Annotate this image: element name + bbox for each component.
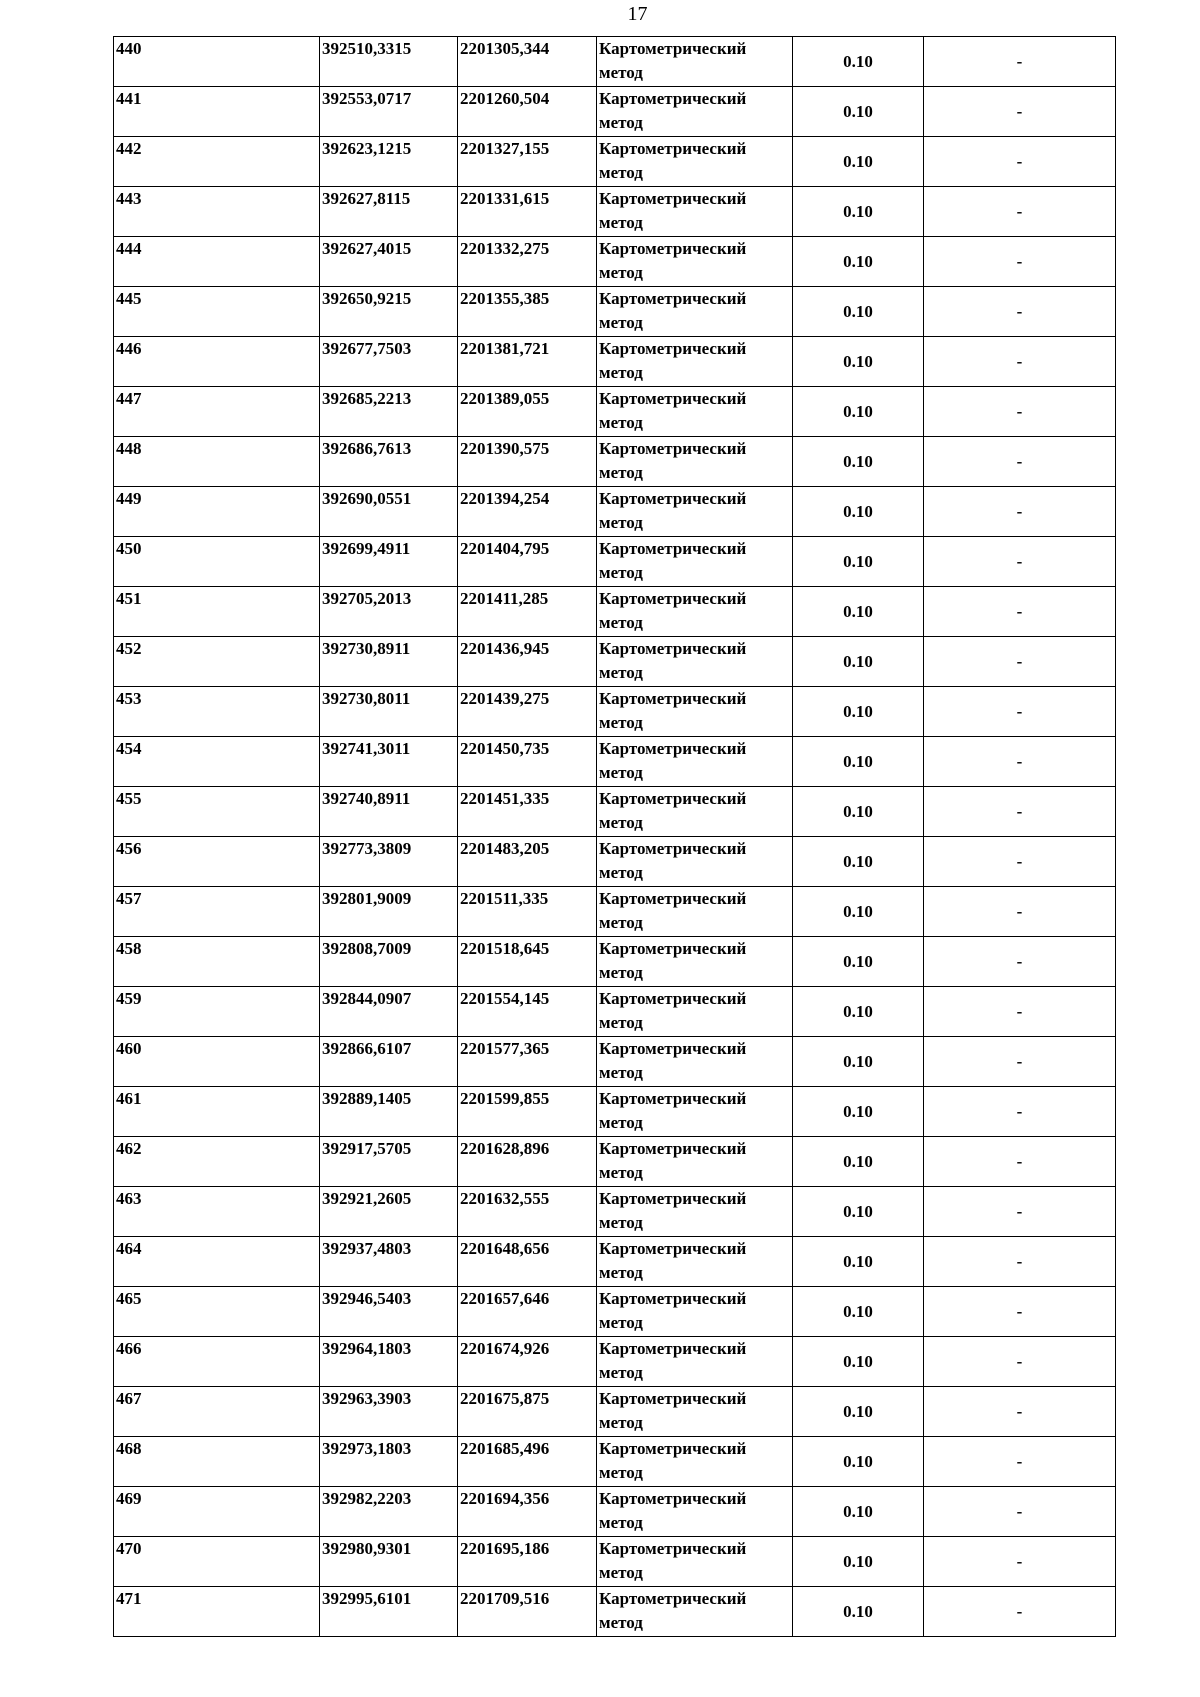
table-row xyxy=(114,687,1116,737)
point-number-cell: 441 xyxy=(114,87,320,137)
point-number-cell: 467 xyxy=(114,1387,320,1437)
page-number: 17 xyxy=(627,3,648,25)
method-line-1: Картометрический xyxy=(599,339,747,358)
method-line-2: метод xyxy=(599,363,643,382)
method-line-2: метод xyxy=(599,63,643,82)
method-line-2: метод xyxy=(599,163,643,182)
method-cell xyxy=(597,1487,793,1537)
accuracy-cell: 0.10 xyxy=(793,1387,924,1437)
description-cell: - xyxy=(924,1137,1116,1187)
method-line-1: Картометрический xyxy=(599,1389,747,1408)
method-cell xyxy=(597,687,793,737)
table-row xyxy=(114,587,1116,637)
method-cell xyxy=(597,1537,793,1587)
accuracy-cell: 0.10 xyxy=(793,1137,924,1187)
point-number-cell: 455 xyxy=(114,787,320,837)
description-cell: - xyxy=(924,387,1116,437)
method-line-1: Картометрический xyxy=(599,89,747,108)
x-coordinate-cell: 392801,9009 xyxy=(320,887,458,937)
table-row xyxy=(114,387,1116,437)
description-cell: - xyxy=(924,937,1116,987)
description-cell: - xyxy=(924,1287,1116,1337)
accuracy-cell: 0.10 xyxy=(793,637,924,687)
accuracy-cell: 0.10 xyxy=(793,1087,924,1137)
method-line-2: метод xyxy=(599,963,643,982)
table-row xyxy=(114,1187,1116,1237)
y-coordinate-cell: 2201381,721 xyxy=(458,337,597,387)
description-cell: - xyxy=(924,287,1116,337)
x-coordinate-cell: 392963,3903 xyxy=(320,1387,458,1437)
table-row xyxy=(114,1087,1116,1137)
method-line-2: метод xyxy=(599,1063,643,1082)
method-line-1: Картометрический xyxy=(599,1139,747,1158)
x-coordinate-cell: 392946,5403 xyxy=(320,1287,458,1337)
point-number-cell: 450 xyxy=(114,537,320,587)
method-line-1: Картометрический xyxy=(599,689,747,708)
accuracy-cell: 0.10 xyxy=(793,537,924,587)
description-cell: - xyxy=(924,587,1116,637)
description-cell: - xyxy=(924,1187,1116,1237)
point-number-cell: 457 xyxy=(114,887,320,937)
point-number-cell: 463 xyxy=(114,1187,320,1237)
method-line-1: Картометрический xyxy=(599,839,747,858)
method-line-1: Картометрический xyxy=(599,589,747,608)
method-line-2: метод xyxy=(599,863,643,882)
accuracy-cell: 0.10 xyxy=(793,837,924,887)
method-line-1: Картометрический xyxy=(599,1189,747,1208)
x-coordinate-cell: 392623,1215 xyxy=(320,137,458,187)
accuracy-cell: 0.10 xyxy=(793,1287,924,1337)
method-line-1: Картометрический xyxy=(599,1039,747,1058)
method-line-1: Картометрический xyxy=(599,1539,747,1558)
x-coordinate-cell: 392730,8911 xyxy=(320,637,458,687)
description-cell: - xyxy=(924,237,1116,287)
accuracy-cell: 0.10 xyxy=(793,1487,924,1537)
method-line-2: метод xyxy=(599,1363,643,1382)
point-number-cell: 449 xyxy=(114,487,320,537)
method-line-1: Картометрический xyxy=(599,1289,747,1308)
table-row xyxy=(114,1437,1116,1487)
table-row xyxy=(114,87,1116,137)
description-cell: - xyxy=(924,487,1116,537)
description-cell: - xyxy=(924,887,1116,937)
method-cell xyxy=(597,1187,793,1237)
table-row xyxy=(114,187,1116,237)
coordinates-table xyxy=(113,36,1116,1637)
x-coordinate-cell: 392741,3011 xyxy=(320,737,458,787)
accuracy-cell: 0.10 xyxy=(793,187,924,237)
accuracy-cell: 0.10 xyxy=(793,937,924,987)
table-row xyxy=(114,637,1116,687)
y-coordinate-cell: 2201450,735 xyxy=(458,737,597,787)
accuracy-cell: 0.10 xyxy=(793,1587,924,1637)
method-line-1: Картометрический xyxy=(599,139,747,158)
table-row xyxy=(114,1587,1116,1637)
y-coordinate-cell: 2201331,615 xyxy=(458,187,597,237)
accuracy-cell: 0.10 xyxy=(793,1337,924,1387)
accuracy-cell: 0.10 xyxy=(793,687,924,737)
method-line-2: метод xyxy=(599,1413,643,1432)
method-line-2: метод xyxy=(599,563,643,582)
x-coordinate-cell: 392705,2013 xyxy=(320,587,458,637)
x-coordinate-cell: 392937,4803 xyxy=(320,1237,458,1287)
y-coordinate-cell: 2201332,275 xyxy=(458,237,597,287)
point-number-cell: 440 xyxy=(114,37,320,87)
x-coordinate-cell: 392730,8011 xyxy=(320,687,458,737)
description-cell: - xyxy=(924,187,1116,237)
method-cell xyxy=(597,287,793,337)
method-cell xyxy=(597,937,793,987)
method-line-1: Картометрический xyxy=(599,1339,747,1358)
table-row xyxy=(114,287,1116,337)
table-row xyxy=(114,1037,1116,1087)
x-coordinate-cell: 392964,1803 xyxy=(320,1337,458,1387)
method-line-2: метод xyxy=(599,1013,643,1032)
accuracy-cell: 0.10 xyxy=(793,1537,924,1587)
y-coordinate-cell: 2201685,496 xyxy=(458,1437,597,1487)
method-cell xyxy=(597,1137,793,1187)
method-line-1: Картометрический xyxy=(599,1489,747,1508)
y-coordinate-cell: 2201657,646 xyxy=(458,1287,597,1337)
accuracy-cell: 0.10 xyxy=(793,1237,924,1287)
method-line-2: метод xyxy=(599,463,643,482)
y-coordinate-cell: 2201709,516 xyxy=(458,1587,597,1637)
y-coordinate-cell: 2201390,575 xyxy=(458,437,597,487)
table-row xyxy=(114,237,1116,287)
accuracy-cell: 0.10 xyxy=(793,337,924,387)
point-number-cell: 464 xyxy=(114,1237,320,1287)
accuracy-cell: 0.10 xyxy=(793,787,924,837)
method-line-1: Картометрический xyxy=(599,1439,747,1458)
table-row xyxy=(114,37,1116,87)
y-coordinate-cell: 2201451,335 xyxy=(458,787,597,837)
method-cell xyxy=(597,37,793,87)
point-number-cell: 448 xyxy=(114,437,320,487)
description-cell: - xyxy=(924,1337,1116,1387)
description-cell: - xyxy=(924,437,1116,487)
table-row xyxy=(114,787,1116,837)
method-line-2: метод xyxy=(599,613,643,632)
point-number-cell: 444 xyxy=(114,237,320,287)
point-number-cell: 454 xyxy=(114,737,320,787)
method-line-2: метод xyxy=(599,263,643,282)
table-row xyxy=(114,737,1116,787)
method-line-2: метод xyxy=(599,663,643,682)
method-line-1: Картометрический xyxy=(599,889,747,908)
method-cell xyxy=(597,1287,793,1337)
method-line-1: Картометрический xyxy=(599,439,747,458)
method-cell xyxy=(597,1087,793,1137)
x-coordinate-cell: 392980,9301 xyxy=(320,1537,458,1587)
point-number-cell: 466 xyxy=(114,1337,320,1387)
description-cell: - xyxy=(924,737,1116,787)
x-coordinate-cell: 392699,4911 xyxy=(320,537,458,587)
point-number-cell: 460 xyxy=(114,1037,320,1087)
method-cell xyxy=(597,237,793,287)
y-coordinate-cell: 2201439,275 xyxy=(458,687,597,737)
method-line-2: метод xyxy=(599,913,643,932)
x-coordinate-cell: 392973,1803 xyxy=(320,1437,458,1487)
description-cell: - xyxy=(924,1537,1116,1587)
table-row xyxy=(114,137,1116,187)
y-coordinate-cell: 2201577,365 xyxy=(458,1037,597,1087)
description-cell: - xyxy=(924,1237,1116,1287)
method-cell xyxy=(597,1587,793,1637)
method-line-2: метод xyxy=(599,1463,643,1482)
method-line-2: метод xyxy=(599,1263,643,1282)
point-number-cell: 468 xyxy=(114,1437,320,1487)
point-number-cell: 442 xyxy=(114,137,320,187)
method-line-1: Картометрический xyxy=(599,989,747,1008)
point-number-cell: 452 xyxy=(114,637,320,687)
method-line-2: метод xyxy=(599,763,643,782)
accuracy-cell: 0.10 xyxy=(793,987,924,1037)
point-number-cell: 465 xyxy=(114,1287,320,1337)
y-coordinate-cell: 2201355,385 xyxy=(458,287,597,337)
description-cell: - xyxy=(924,87,1116,137)
method-line-1: Картометрический xyxy=(599,389,747,408)
y-coordinate-cell: 2201554,145 xyxy=(458,987,597,1037)
point-number-cell: 453 xyxy=(114,687,320,737)
y-coordinate-cell: 2201411,285 xyxy=(458,587,597,637)
accuracy-cell: 0.10 xyxy=(793,37,924,87)
point-number-cell: 459 xyxy=(114,987,320,1037)
table-row xyxy=(114,487,1116,537)
table-row xyxy=(114,337,1116,387)
description-cell: - xyxy=(924,1037,1116,1087)
y-coordinate-cell: 2201695,186 xyxy=(458,1537,597,1587)
x-coordinate-cell: 392650,9215 xyxy=(320,287,458,337)
method-line-2: метод xyxy=(599,1163,643,1182)
description-cell: - xyxy=(924,37,1116,87)
method-cell xyxy=(597,537,793,587)
accuracy-cell: 0.10 xyxy=(793,387,924,437)
method-line-1: Картометрический xyxy=(599,639,747,658)
x-coordinate-cell: 392677,7503 xyxy=(320,337,458,387)
method-cell xyxy=(597,837,793,887)
method-cell xyxy=(597,387,793,437)
method-cell xyxy=(597,1337,793,1387)
x-coordinate-cell: 392889,1405 xyxy=(320,1087,458,1137)
method-cell xyxy=(597,787,793,837)
point-number-cell: 443 xyxy=(114,187,320,237)
table-row xyxy=(114,1287,1116,1337)
description-cell: - xyxy=(924,1387,1116,1437)
point-number-cell: 458 xyxy=(114,937,320,987)
point-number-cell: 471 xyxy=(114,1587,320,1637)
y-coordinate-cell: 2201674,926 xyxy=(458,1337,597,1387)
method-cell xyxy=(597,337,793,387)
x-coordinate-cell: 392686,7613 xyxy=(320,437,458,487)
y-coordinate-cell: 2201483,205 xyxy=(458,837,597,887)
y-coordinate-cell: 2201305,344 xyxy=(458,37,597,87)
table-row xyxy=(114,937,1116,987)
method-line-2: метод xyxy=(599,113,643,132)
table-row xyxy=(114,437,1116,487)
table-row xyxy=(114,1387,1116,1437)
method-cell xyxy=(597,1437,793,1487)
description-cell: - xyxy=(924,987,1116,1037)
x-coordinate-cell: 392844,0907 xyxy=(320,987,458,1037)
point-number-cell: 462 xyxy=(114,1137,320,1187)
method-line-2: метод xyxy=(599,513,643,532)
x-coordinate-cell: 392982,2203 xyxy=(320,1487,458,1537)
x-coordinate-cell: 392553,0717 xyxy=(320,87,458,137)
x-coordinate-cell: 392866,6107 xyxy=(320,1037,458,1087)
method-cell xyxy=(597,1387,793,1437)
method-line-1: Картометрический xyxy=(599,789,747,808)
method-line-2: метод xyxy=(599,813,643,832)
point-number-cell: 461 xyxy=(114,1087,320,1137)
x-coordinate-cell: 392690,0551 xyxy=(320,487,458,537)
method-line-1: Картометрический xyxy=(599,489,747,508)
y-coordinate-cell: 2201511,335 xyxy=(458,887,597,937)
method-line-1: Картометрический xyxy=(599,1089,747,1108)
point-number-cell: 446 xyxy=(114,337,320,387)
accuracy-cell: 0.10 xyxy=(793,487,924,537)
method-line-2: метод xyxy=(599,1213,643,1232)
method-line-2: метод xyxy=(599,1113,643,1132)
description-cell: - xyxy=(924,1587,1116,1637)
x-coordinate-cell: 392510,3315 xyxy=(320,37,458,87)
method-line-1: Картометрический xyxy=(599,1589,747,1608)
method-line-1: Картометрический xyxy=(599,939,747,958)
description-cell: - xyxy=(924,687,1116,737)
description-cell: - xyxy=(924,1487,1116,1537)
y-coordinate-cell: 2201599,855 xyxy=(458,1087,597,1137)
y-coordinate-cell: 2201404,795 xyxy=(458,537,597,587)
description-cell: - xyxy=(924,837,1116,887)
accuracy-cell: 0.10 xyxy=(793,737,924,787)
method-cell xyxy=(597,637,793,687)
description-cell: - xyxy=(924,537,1116,587)
x-coordinate-cell: 392917,5705 xyxy=(320,1137,458,1187)
table-row xyxy=(114,537,1116,587)
accuracy-cell: 0.10 xyxy=(793,1187,924,1237)
description-cell: - xyxy=(924,787,1116,837)
y-coordinate-cell: 2201628,896 xyxy=(458,1137,597,1187)
x-coordinate-cell: 392627,4015 xyxy=(320,237,458,287)
method-cell xyxy=(597,887,793,937)
point-number-cell: 447 xyxy=(114,387,320,437)
method-line-2: метод xyxy=(599,213,643,232)
y-coordinate-cell: 2201648,656 xyxy=(458,1237,597,1287)
y-coordinate-cell: 2201327,155 xyxy=(458,137,597,187)
y-coordinate-cell: 2201632,555 xyxy=(458,1187,597,1237)
x-coordinate-cell: 392740,8911 xyxy=(320,787,458,837)
method-cell xyxy=(597,587,793,637)
accuracy-cell: 0.10 xyxy=(793,137,924,187)
method-line-2: метод xyxy=(599,313,643,332)
method-cell xyxy=(597,1237,793,1287)
table-row xyxy=(114,837,1116,887)
y-coordinate-cell: 2201675,875 xyxy=(458,1387,597,1437)
method-line-2: метод xyxy=(599,713,643,732)
description-cell: - xyxy=(924,1087,1116,1137)
y-coordinate-cell: 2201394,254 xyxy=(458,487,597,537)
description-cell: - xyxy=(924,137,1116,187)
x-coordinate-cell: 392773,3809 xyxy=(320,837,458,887)
method-cell xyxy=(597,137,793,187)
point-number-cell: 445 xyxy=(114,287,320,337)
method-line-1: Картометрический xyxy=(599,739,747,758)
accuracy-cell: 0.10 xyxy=(793,437,924,487)
method-line-2: метод xyxy=(599,1513,643,1532)
accuracy-cell: 0.10 xyxy=(793,587,924,637)
method-cell xyxy=(597,1037,793,1087)
table-row xyxy=(114,887,1116,937)
method-line-2: метод xyxy=(599,1613,643,1632)
x-coordinate-cell: 392685,2213 xyxy=(320,387,458,437)
table-row xyxy=(114,1537,1116,1587)
description-cell: - xyxy=(924,337,1116,387)
method-line-2: метод xyxy=(599,413,643,432)
accuracy-cell: 0.10 xyxy=(793,887,924,937)
method-line-1: Картометрический xyxy=(599,39,747,58)
method-cell xyxy=(597,987,793,1037)
method-line-1: Картометрический xyxy=(599,289,747,308)
point-number-cell: 456 xyxy=(114,837,320,887)
method-line-1: Картометрический xyxy=(599,539,747,558)
y-coordinate-cell: 2201518,645 xyxy=(458,937,597,987)
method-cell xyxy=(597,737,793,787)
x-coordinate-cell: 392995,6101 xyxy=(320,1587,458,1637)
table-row xyxy=(114,1487,1116,1537)
accuracy-cell: 0.10 xyxy=(793,237,924,287)
accuracy-cell: 0.10 xyxy=(793,287,924,337)
point-number-cell: 469 xyxy=(114,1487,320,1537)
method-cell xyxy=(597,487,793,537)
table-row xyxy=(114,1137,1116,1187)
table-row xyxy=(114,1237,1116,1287)
y-coordinate-cell: 2201694,356 xyxy=(458,1487,597,1537)
x-coordinate-cell: 392808,7009 xyxy=(320,937,458,987)
method-cell xyxy=(597,437,793,487)
x-coordinate-cell: 392921,2605 xyxy=(320,1187,458,1237)
description-cell: - xyxy=(924,1437,1116,1487)
y-coordinate-cell: 2201260,504 xyxy=(458,87,597,137)
method-line-2: метод xyxy=(599,1563,643,1582)
method-line-2: метод xyxy=(599,1313,643,1332)
point-number-cell: 451 xyxy=(114,587,320,637)
accuracy-cell: 0.10 xyxy=(793,87,924,137)
method-line-1: Картометрический xyxy=(599,1239,747,1258)
table-row xyxy=(114,1337,1116,1387)
y-coordinate-cell: 2201436,945 xyxy=(458,637,597,687)
method-cell xyxy=(597,187,793,237)
table-row xyxy=(114,987,1116,1037)
description-cell: - xyxy=(924,637,1116,687)
coordinates-table-body xyxy=(114,37,1116,1637)
point-number-cell: 470 xyxy=(114,1537,320,1587)
accuracy-cell: 0.10 xyxy=(793,1437,924,1487)
method-line-1: Картометрический xyxy=(599,189,747,208)
y-coordinate-cell: 2201389,055 xyxy=(458,387,597,437)
method-line-1: Картометрический xyxy=(599,239,747,258)
x-coordinate-cell: 392627,8115 xyxy=(320,187,458,237)
method-cell xyxy=(597,87,793,137)
accuracy-cell: 0.10 xyxy=(793,1037,924,1087)
